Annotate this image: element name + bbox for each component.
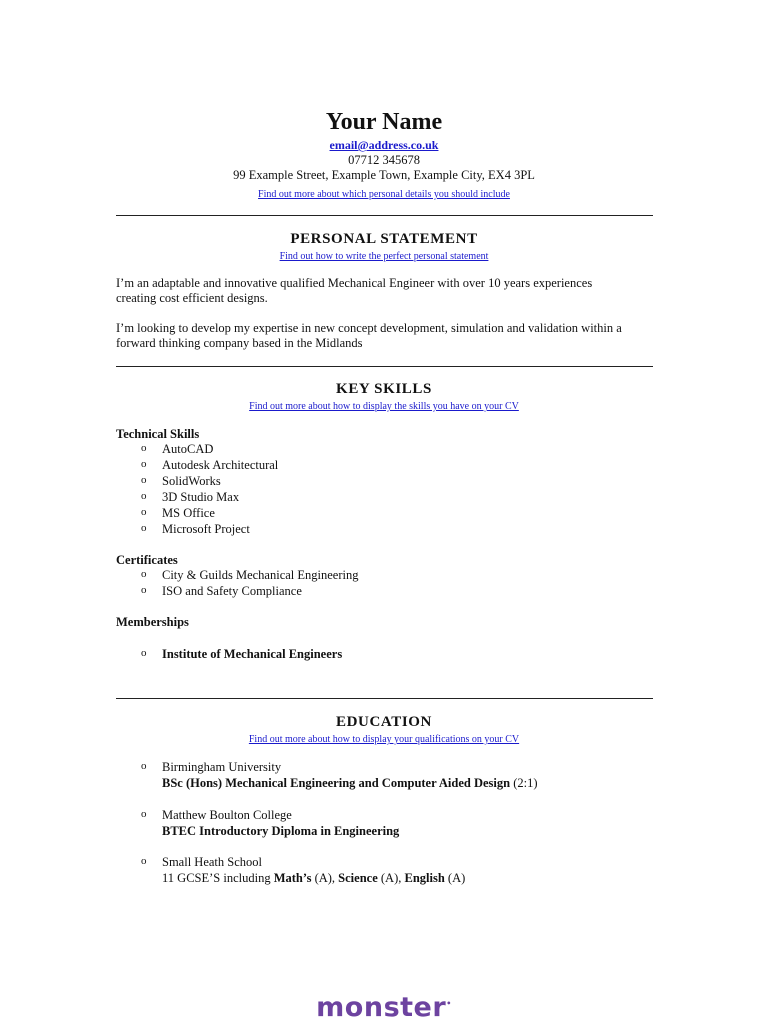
certificate-item: ISO and Safety Compliance [162, 584, 302, 598]
bullet: o [141, 760, 147, 772]
bullet: o [141, 442, 147, 454]
key-skills-link[interactable]: Find out more about how to display the skills you have on your CV [249, 401, 519, 412]
edu-link-row [0, 731, 768, 746]
subject: English [404, 871, 445, 885]
details-row [0, 186, 768, 201]
monster-logo [0, 992, 768, 1023]
certificates-heading: Certificates [116, 553, 178, 567]
bullet: o [141, 647, 147, 659]
technical-skill-item: Autodesk Architectural [162, 458, 279, 472]
technical-skill-item: MS Office [162, 506, 215, 520]
certificate-item: City & Guilds Mechanical Engineering [162, 568, 359, 582]
ps-text: creating cost efficient designs. [116, 291, 268, 305]
bullet: o [141, 808, 147, 820]
grade: (2:1) [510, 776, 538, 790]
subject: Math’s [273, 871, 312, 885]
bullet: o [141, 490, 147, 502]
ps-text: I’m an adaptable and innovative qualified Mechanical Engineer with over 10 years experiences [116, 276, 593, 290]
divider [116, 366, 653, 367]
personal-statement-title: PERSONAL STATEMENT [290, 231, 478, 247]
personal-statement-link[interactable]: Find out how to write the perfect personal statement [279, 251, 489, 262]
edu-school: Matthew Boulton College [162, 808, 292, 822]
bullet: o [141, 855, 147, 867]
grade: (A), [311, 871, 339, 885]
edu-qualification [162, 871, 465, 886]
grade: (A), [377, 871, 405, 885]
memberships-heading: Memberships [116, 615, 189, 629]
edu-qualification: BTEC Introductory Diploma in Engineering [162, 824, 400, 838]
subject: Science [338, 871, 378, 885]
education-link[interactable]: Find out more about how to display your qualifications on your CV [248, 734, 520, 745]
bullet: o [141, 584, 147, 596]
technical-skill-item: Microsoft Project [162, 522, 250, 536]
edu-qualification [162, 776, 538, 791]
text: 11 GCSE’S including [162, 871, 274, 885]
edu-school: Birmingham University [162, 760, 282, 774]
personal-details-link[interactable]: Find out more about which personal details you should include [258, 189, 510, 200]
technical-skill-item: SolidWorks [162, 474, 221, 488]
technical-skill-item: AutoCAD [162, 442, 214, 456]
name-heading: Your Name [325, 109, 443, 135]
divider [116, 215, 653, 216]
technical-skills-heading: Technical Skills [116, 427, 200, 441]
address: 99 Example Street, Example Town, Example City, EX4 3PL [233, 168, 535, 182]
bullet: o [141, 458, 147, 470]
bullet: o [141, 474, 147, 486]
ps-link-row [0, 248, 768, 263]
email-link[interactable]: email@address.co.uk [329, 138, 439, 152]
cv-name [0, 109, 768, 136]
email-row [0, 138, 768, 153]
grade: (A) [444, 871, 466, 885]
edu-school: Small Heath School [162, 855, 262, 869]
divider [116, 698, 653, 699]
ps-text: I’m looking to develop my expertise in new concept development, simulation and validation within a [116, 321, 622, 335]
bullet: o [141, 522, 147, 534]
technical-skill-item: 3D Studio Max [162, 490, 240, 504]
membership-item: Institute of Mechanical Engineers [162, 647, 343, 661]
bullet: o [141, 568, 147, 580]
key-skills-title: KEY SKILLS [336, 381, 432, 397]
trademark-dot: • [446, 999, 452, 1008]
bullet: o [141, 506, 147, 518]
ps-text: forward thinking company based in the Midlands [116, 336, 363, 350]
phone: 07712 345678 [348, 153, 420, 167]
qual-name: BSc (Hons) Mechanical Engineering and Computer Aided Design [162, 776, 511, 790]
ks-link-row [0, 398, 768, 413]
logo-text: monster [316, 992, 447, 1023]
education-title: EDUCATION [336, 714, 432, 730]
